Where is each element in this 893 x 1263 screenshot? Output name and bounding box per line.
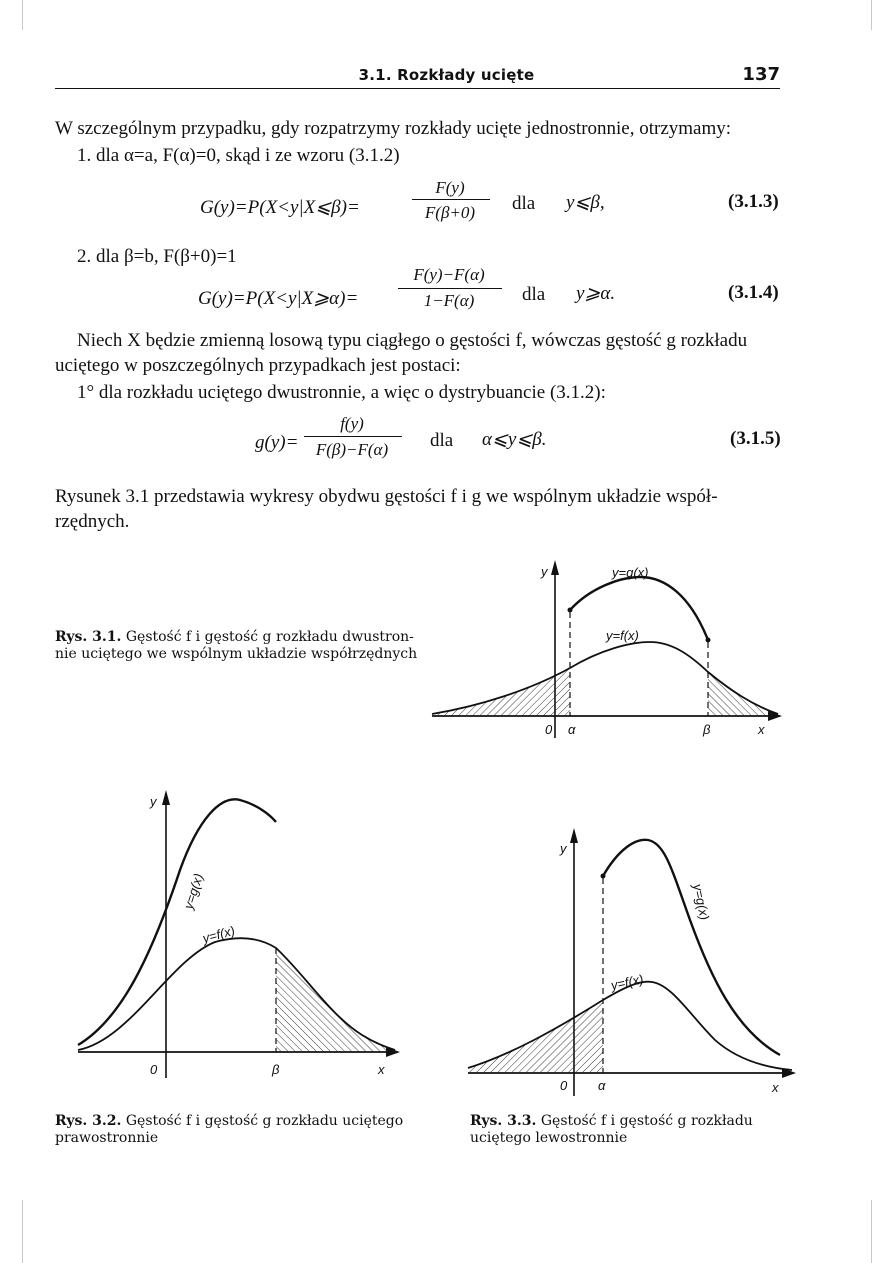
eq314-cond-word: dla: [522, 284, 546, 305]
eq313-denominator: F(β+0): [424, 203, 476, 222]
fig33-caption-label: Rys. 3.3.: [470, 1113, 537, 1129]
fig32-origin-label: 0: [150, 1062, 158, 1077]
fig32-g-label: y=g(x): [180, 871, 207, 911]
eq314-lhs: G(y)=P(X<y|X⩾α)=: [198, 288, 359, 309]
fig33-x-label: x: [772, 1080, 779, 1095]
fig31-g-label: y=g(x): [612, 565, 649, 580]
fig32-caption: [55, 1113, 435, 1147]
fig33-g-left-endpoint: [601, 874, 606, 879]
fig33-y-arrow: [570, 828, 578, 843]
fig31-f-label: y=f(x): [606, 628, 639, 643]
fig31-y-label: y: [541, 564, 548, 579]
fig32-caption-line1: Gęstość f i gęstość g rozkładu uciętego: [125, 1113, 404, 1129]
eq314-numerator: F(y)−F(α): [413, 265, 485, 284]
fig31-caption-line1: Gęstość f i gęstość g rozkładu dwustron-: [125, 629, 414, 645]
fig33-caption: [470, 1113, 810, 1147]
fig32-y-arrow: [162, 790, 170, 805]
fig32-caption-label: Rys. 3.2.: [55, 1113, 122, 1129]
eq313-lhs: G(y)=P(X<y|X⩽β)=: [200, 197, 360, 218]
paragraph3-line2: rzędnych.: [55, 511, 130, 532]
eq315-number: (3.1.5): [730, 428, 781, 449]
fig31-x-label: x: [758, 722, 765, 737]
eq315-cond-word: dla: [430, 430, 454, 451]
intro-paragraph: W szczególnym przypadku, gdy rozpatrzymy rozkłady ucięte jednostronnie, otrzymamy:: [55, 118, 732, 139]
running-header-title: 3.1. Rozkłady ucięte: [358, 66, 535, 84]
eq313-number: (3.1.3): [728, 191, 779, 212]
fig33-caption-line1: Gęstość f i gęstość g rozkładu: [540, 1113, 753, 1129]
paragraph3-line1: Rysunek 3.1 przedstawia wykresy obydwu gęstości f i g we wspólnym układzie współ-: [55, 486, 718, 507]
fig31-origin-label: 0: [545, 722, 553, 737]
fig32-caption-line2: prawostronnie: [55, 1130, 159, 1146]
eq314-denominator: 1−F(α): [423, 291, 475, 310]
paragraph2-line1: Niech X będzie zmienną losową typu ciągłego o gęstości f, wówczas gęstość g rozkładu: [77, 330, 748, 351]
fig31-g-curve: [570, 577, 708, 640]
fig31-y-arrow: [551, 560, 559, 575]
eq315-denominator: F(β)−F(α): [315, 440, 389, 459]
eq315-condition: α⩽y⩽β.: [482, 429, 547, 450]
fig32-x-label: x: [378, 1062, 385, 1077]
paragraph2-line2: uciętego w poszczególnych przypadkach jest postaci:: [55, 355, 461, 376]
fig32-y-label: y: [150, 794, 157, 809]
eq313-cond-word: dla: [512, 193, 536, 214]
fig33-origin-label: 0: [560, 1078, 568, 1093]
item1-text: 1° dla rozkładu uciętego dwustronnie, a więc o dystrybuancie (3.1.2):: [77, 382, 606, 403]
fig31-g-left-endpoint: [568, 608, 573, 613]
case1-label: 1. dla α=a, F(α)=0, skąd i ze wzoru (3.1.2): [77, 145, 400, 166]
fig33-alpha-label: α: [598, 1078, 606, 1093]
fig32-beta-label: β: [272, 1062, 280, 1077]
fig32-cut-tail-hatch: [276, 948, 395, 1052]
eq313-condition: y⩽β,: [566, 192, 605, 213]
fig33-cut-tail-hatch: [468, 1000, 603, 1073]
fig31-caption-label: Rys. 3.1.: [55, 629, 122, 645]
fig32-f-label: y=f(x): [200, 922, 237, 946]
case2-label: 2. dla β=b, F(β+0)=1: [77, 246, 237, 267]
fig31-caption-line2: nie uciętego we wspólnym układzie współrzędnych: [55, 646, 418, 662]
fig31-beta-label: β: [703, 722, 711, 737]
page-number: 137: [742, 64, 780, 85]
fig31-g-right-endpoint: [706, 638, 711, 643]
eq313-numerator: F(y): [435, 178, 465, 197]
eq314-condition: y⩾α.: [576, 283, 616, 304]
fig31-left-tail-hatch: [432, 668, 570, 716]
fig33-caption-line2: uciętego lewostronnie: [470, 1130, 628, 1146]
eq315-numerator: f(y): [340, 414, 364, 433]
figure-3-3: [468, 828, 796, 1096]
figure-3-1: [432, 560, 782, 738]
fig33-g-curve: [603, 840, 780, 1055]
eq315-lhs: g(y)=: [255, 432, 299, 453]
fig31-alpha-label: α: [568, 722, 576, 737]
figure-3-2: [78, 790, 400, 1078]
fig33-f-label: y=f(x): [609, 971, 645, 993]
fig33-y-label: y: [560, 841, 567, 856]
fig32-g-curve: [78, 799, 276, 1045]
eq314-number: (3.1.4): [728, 282, 779, 303]
fig33-g-label: y=g(x): [690, 882, 713, 922]
